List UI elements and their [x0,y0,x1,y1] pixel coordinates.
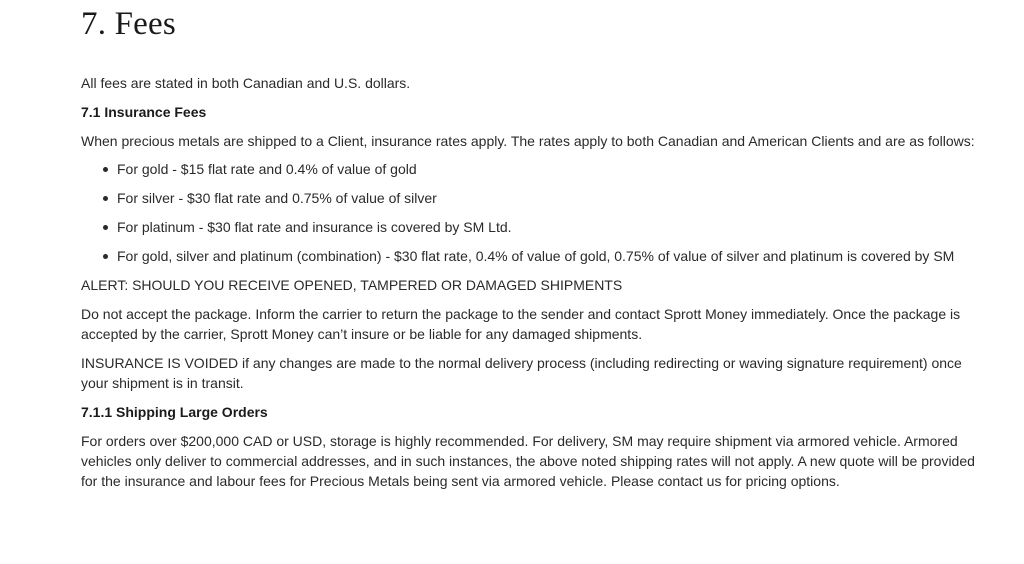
list-item [117,188,984,208]
section-title: 7. Fees [81,6,176,42]
list-item [117,159,984,179]
bullet-icon [103,196,108,201]
accept-notice-paragraph: Do not accept the package. Inform the carrier to return the package to the sender and contact Sprott Money immediately. Once the package is accepted by the carrier, Sprott Money can’t insure or be liable for any damaged shipments. [81,306,961,342]
insurance-fees-heading: 7.1 Insurance Fees [81,104,207,120]
rate-platinum-text: For platinum - $30 flat rate and insurance is covered by SM Ltd. [117,219,512,235]
shipping-large-orders-heading: 7.1.1 Shipping Large Orders [81,404,268,420]
list-item [117,217,984,237]
insurance-rates-list [81,159,984,266]
rate-silver-text: For silver - $30 flat rate and 0.75% of value of silver [117,190,437,206]
voided-notice-paragraph: INSURANCE IS VOIDED if any changes are made to the normal delivery process (including redirecting or waving signature requirement) once your shipment is in transit. [81,355,962,391]
rate-combination-text: For gold, silver and platinum (combination) - $30 flat rate, 0.4% of value of gold, 0.75% of value of silver and platinum is covered by SM [117,248,955,264]
bullet-icon [103,167,108,172]
bullet-icon [103,225,108,230]
bullet-icon [103,254,108,259]
alert-text: ALERT: SHOULD YOU RECEIVE OPENED, TAMPERED OR DAMAGED SHIPMENTS [81,277,623,293]
list-item [117,246,984,266]
rate-gold-text: For gold - $15 flat rate and 0.4% of value of gold [117,161,417,177]
intro-text: All fees are stated in both Canadian and U.S. dollars. [81,75,411,91]
insurance-fees-paragraph: When precious metals are shipped to a Client, insurance rates apply. The rates apply to both Canadian and American Clients and are as follows: [81,133,975,149]
shipping-large-orders-paragraph: For orders over $200,000 CAD or USD, storage is highly recommended. For delivery, SM may require shipment via armored vehicle. Armored vehicles only deliver to commercial addresses, and in such instances, the above noted shipping rates will not apply. A new quote will be provided for the insurance and labour fees for Precious Metals being sent via armored vehicle. Please contact us for pricing options. [81,433,975,489]
